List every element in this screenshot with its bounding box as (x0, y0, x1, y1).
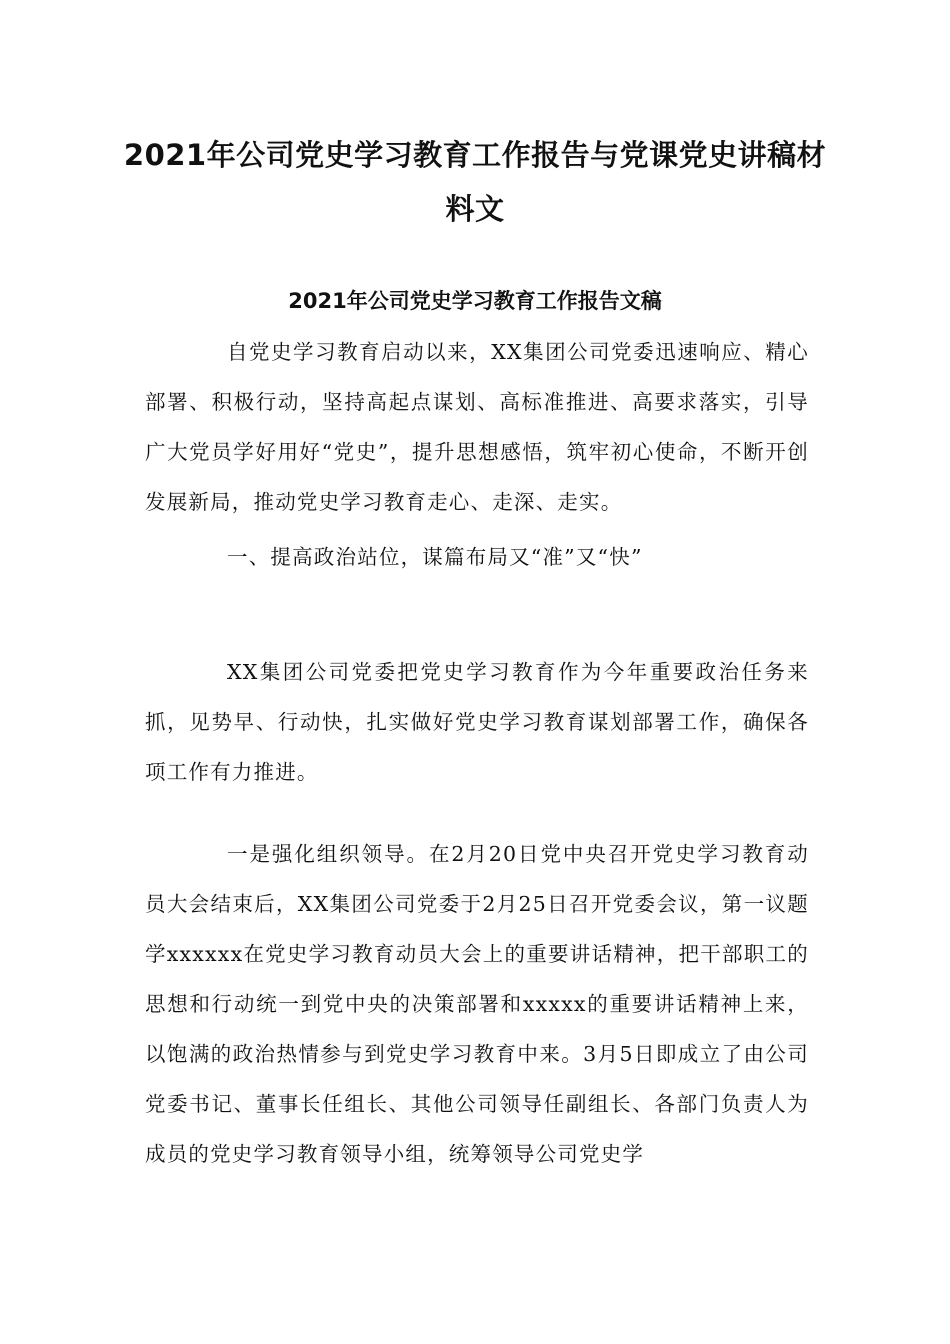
paragraph-intro: 自党史学习教育启动以来，XX集团公司党委迅速响应、精心部署、积极行动，坚持高起点谋划、高标准推进、高要求落实，引导广大党员学好用好“党史”，提升思想感悟，筑牢初心使命，不断开创发展新局，推动党史学习教育走心、走深、走实。 (145, 340, 809, 514)
paragraph-heading-one: 一、提高政治站位，谋篇布局又“准”又“快” (227, 545, 643, 569)
document-title: 2021年公司党史学习教育工作报告与党课党史讲稿材料文 (123, 138, 827, 226)
paragraph-leadership: 一是强化组织领导。在2月20日党中央召开党史学习教育动员大会结束后，XX集团公司党委于2月25日召开党委会议，第一议题学xxxxxx在党史学习教育动员大会上的重要讲话精神，把干部职工的思想和行动统一到党中央的决策部署和xxxxx的重要讲话精神上来，以饱满的政治热情参与到党史学习教育中来。3月5日即成立了由公司党委书记、董事长任组长、其他公司领导任副组长、各部门负责人为成员的党史学习教育领导小组，统筹领导公司党史学 (145, 842, 809, 1166)
section-title: 2021年公司党史学习教育工作报告文稿 (288, 289, 662, 313)
paragraph-planning: XX集团公司党委把党史学习教育作为今年重要政治任务来抓，见势早、行动快，扎实做好党史学习教育谋划部署工作，确保各项工作有力推进。 (145, 660, 809, 784)
